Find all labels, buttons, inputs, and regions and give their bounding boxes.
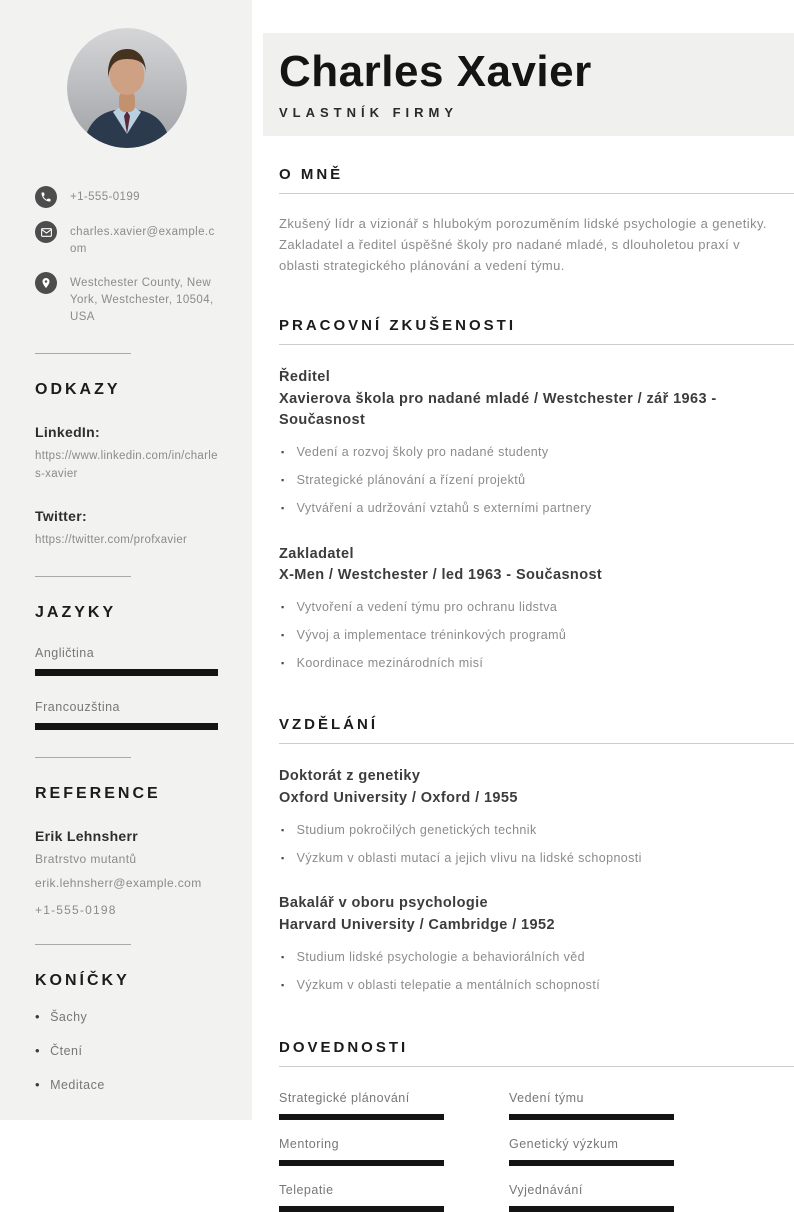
language-level-bar bbox=[35, 669, 218, 676]
hobbies-heading: KONÍČKY bbox=[35, 971, 130, 989]
main-content bbox=[263, 0, 794, 1197]
education-section bbox=[279, 716, 794, 994]
degree-bullet-list bbox=[279, 822, 794, 867]
header-band bbox=[263, 33, 794, 136]
degree-title: Bakalář v oboru psychologie bbox=[279, 895, 489, 912]
linkedin-label: LinkedIn: bbox=[35, 424, 100, 441]
about-section bbox=[279, 166, 794, 276]
sidebar-divider bbox=[35, 576, 131, 577]
language-item bbox=[35, 700, 218, 730]
skill-level-bar bbox=[279, 1114, 444, 1120]
reference-organization: Bratrstvo mutantů bbox=[35, 852, 137, 866]
job-title: Zakladatel bbox=[279, 545, 354, 562]
skill-label: Vedení týmu bbox=[509, 1090, 584, 1105]
links-heading: ODKAZY bbox=[35, 381, 121, 399]
skills-grid bbox=[279, 1091, 794, 1212]
reference-phone: +1-555-0198 bbox=[35, 902, 117, 917]
experience-section bbox=[279, 317, 794, 672]
contact-section bbox=[35, 186, 218, 326]
phone-icon bbox=[35, 186, 57, 208]
skill-level-bar bbox=[509, 1160, 674, 1166]
contact-phone: +1-555-0199 bbox=[70, 191, 140, 203]
skill-label: Telepatie bbox=[279, 1182, 334, 1197]
contact-location: Westchester County, New York, Westchester, 10504, USA bbox=[70, 276, 214, 323]
link-item-linkedin bbox=[35, 424, 218, 483]
job-bullet: ▪ Koordinace mezinárodních misí bbox=[279, 655, 794, 672]
degree-title: Doktorát z genetiky bbox=[279, 767, 421, 784]
languages-heading: JAZYKY bbox=[35, 604, 117, 621]
job-bullet-list bbox=[279, 444, 794, 517]
sidebar-divider bbox=[35, 353, 131, 354]
reference-heading: REFERENCE bbox=[35, 785, 161, 802]
reference-name: Erik Lehnsherr bbox=[35, 828, 139, 844]
job-meta: X-Men / Westchester / led 1963 - Současnost bbox=[279, 567, 603, 584]
language-label: Francouzština bbox=[35, 700, 121, 714]
job-bullet: ▪ Vedení a rozvoj školy pro nadané studenty bbox=[279, 444, 794, 461]
email-icon bbox=[35, 221, 57, 243]
hobby-item: • Meditace bbox=[35, 1077, 218, 1092]
sidebar bbox=[0, 0, 252, 1120]
education-entry bbox=[279, 893, 794, 994]
degree-bullet: ▪ Studium lidské psychologie a behaviorálních věd bbox=[279, 949, 794, 966]
education-section-header bbox=[279, 716, 794, 744]
skill-level-bar bbox=[279, 1206, 444, 1212]
profile-photo bbox=[67, 28, 187, 148]
education-entry bbox=[279, 766, 794, 867]
skill-level-bar bbox=[279, 1160, 444, 1166]
person-name: Charles Xavier bbox=[279, 47, 592, 97]
language-level-bar bbox=[35, 723, 218, 730]
job-bullet-list bbox=[279, 599, 794, 672]
hobby-list bbox=[35, 1009, 218, 1092]
skills-heading: DOVEDNOSTI bbox=[279, 1038, 409, 1056]
education-heading: VZDĚLÁNÍ bbox=[279, 715, 378, 733]
about-text: Zkušený lídr a vizionář s hlubokým porozuměním lidské psychologie a genetiky. Zakladatel a ředitel úspěšné školy pro nadané mladé, s dlouholetou praxí v oblasti strategického plánování a vedení týmu. bbox=[279, 216, 767, 274]
skill-level-bar bbox=[509, 1206, 674, 1212]
linkedin-link[interactable]: https://www.linkedin.com/in/charles-xavier bbox=[35, 450, 218, 480]
job-bullet: ▪ Vytvoření a vedení týmu pro ochranu lidstva bbox=[279, 599, 794, 616]
skills-section-header bbox=[279, 1039, 794, 1067]
skill-label: Strategické plánování bbox=[279, 1090, 410, 1105]
job-bullet: ▪ Vytváření a udržování vztahů s externími partnery bbox=[279, 500, 794, 517]
reference-email: erik.lehnsherr@example.com bbox=[35, 876, 202, 891]
degree-meta: Oxford University / Oxford / 1955 bbox=[279, 789, 518, 806]
degree-bullet-list bbox=[279, 949, 794, 994]
skill-item bbox=[509, 1137, 674, 1166]
skill-item bbox=[279, 1183, 444, 1212]
experience-entry bbox=[279, 544, 794, 672]
degree-meta: Harvard University / Cambridge / 1952 bbox=[279, 917, 555, 934]
skill-label: Vyjednávání bbox=[509, 1182, 583, 1197]
about-heading: O MNĚ bbox=[279, 166, 344, 183]
twitter-link[interactable]: https://twitter.com/profxavier bbox=[35, 533, 188, 546]
contact-email: charles.xavier@example.com bbox=[70, 226, 215, 256]
skill-level-bar bbox=[509, 1114, 674, 1120]
skill-item bbox=[509, 1091, 674, 1120]
language-item bbox=[35, 646, 218, 676]
link-item-twitter bbox=[35, 508, 218, 549]
degree-bullet: ▪ Studium pokročilých genetických technik bbox=[279, 822, 794, 839]
skill-item bbox=[509, 1183, 674, 1212]
experience-heading: PRACOVNÍ ZKUŠENOSTI bbox=[279, 317, 517, 335]
location-icon bbox=[35, 272, 57, 294]
profile-photo-image bbox=[67, 28, 187, 148]
skill-item bbox=[279, 1137, 444, 1166]
skills-section bbox=[279, 1039, 794, 1212]
experience-entry bbox=[279, 367, 794, 516]
person-job-title: VLASTNÍK FIRMY bbox=[279, 104, 459, 120]
hobby-item: • Šachy bbox=[35, 1009, 218, 1024]
sidebar-divider bbox=[35, 757, 131, 758]
job-meta: Xavierova škola pro nadané mladé / Westchester / zář 1963 - Současnost bbox=[279, 390, 717, 428]
skill-item bbox=[279, 1091, 444, 1120]
experience-section-header bbox=[279, 317, 794, 345]
language-label: Angličtina bbox=[35, 646, 95, 660]
degree-bullet: ▪ Výzkum v oblasti mutací a jejich vlivu na lidské schopnosti bbox=[279, 850, 794, 867]
sidebar-divider bbox=[35, 944, 131, 945]
contact-location-row bbox=[35, 272, 218, 327]
skill-label: Genetický výzkum bbox=[509, 1136, 619, 1151]
job-bullet: ▪ Vývoj a implementace tréninkových programů bbox=[279, 627, 794, 644]
contact-phone-row bbox=[35, 186, 218, 208]
job-bullet: ▪ Strategické plánování a řízení projektů bbox=[279, 472, 794, 489]
skill-label: Mentoring bbox=[279, 1136, 340, 1151]
about-section-header bbox=[279, 166, 794, 194]
job-title: Ředitel bbox=[279, 369, 331, 386]
degree-bullet: ▪ Výzkum v oblasti telepatie a mentálních schopností bbox=[279, 977, 794, 994]
contact-email-row bbox=[35, 221, 218, 259]
hobby-item: • Čtení bbox=[35, 1043, 218, 1058]
twitter-label: Twitter: bbox=[35, 507, 87, 524]
